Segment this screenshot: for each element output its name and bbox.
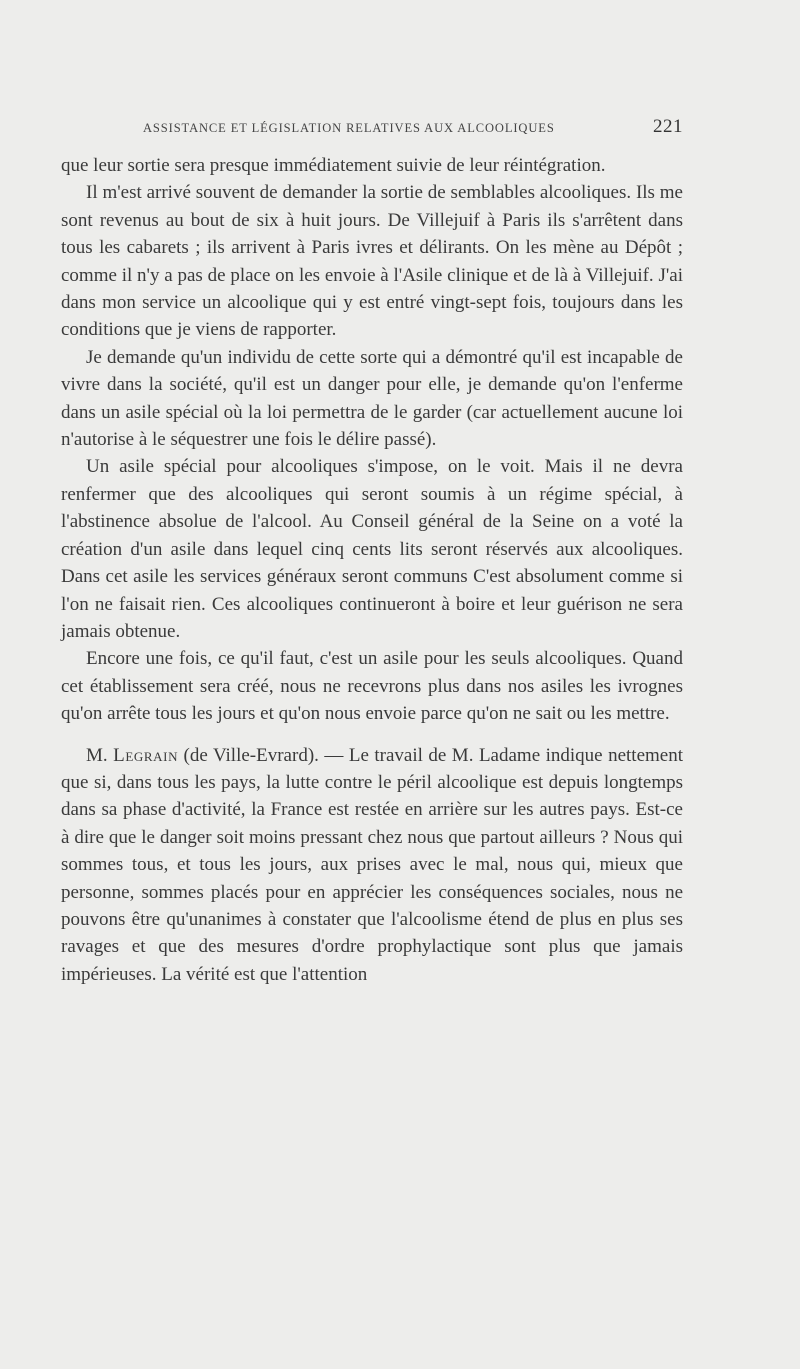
paragraph-4: Un asile spécial pour alcooliques s'impose, on le voit. Mais il ne devra renfermer que des alcooliques qui seront soumis à un régime spécial, à l'abstinence absolue de l'alcool. Au Conseil général de la Seine on a voté la création d'un asile dans lequel cinq cents lits seront réservés aux alcooliques. Dans cet asile les services généraux seront communs C'est absolument comme si l'on ne faisait rien. Ces alcooliques continueront à boire et leur guérison ne sera jamais obtenue. (61, 456, 683, 642)
paragraph-1: que leur sortie sera presque immédiatement suivie de leur réintégration. (61, 155, 606, 176)
paragraph-6-text: (de Ville-Evrard). — Le travail de M. Ladame indique nettement que si, dans tous les pays, la lutte contre le péril alcoolique est depuis longtemps dans sa phase d'activité, la France est restée en arrière sur les autres pays. Est-ce à dire que le danger soit moins pressant chez nous que partout ailleurs ? Nous qui sommes tous, et tous les jours, aux prises avec le mal, nous qui, mieux que personne, sommes placés pour en apprécier les conséquences sociales, nous ne pouvons être qu'unanimes à constater que l'alcoolisme étend de plus en plus ses ravages et que des mesures d'ordre prophylactique sont plus que jamais impérieuses. La vérité est que l'attention (61, 744, 683, 985)
paragraph-5: Encore une fois, ce qu'il faut, c'est un asile pour les seuls alcooliques. Quand cet établissement sera créé, nous ne recevrons plus dans nos asiles les ivrognes qu'on arrête tous les jours et qu'on nous envoie parce qu'on ne sait ou les mettre. (61, 648, 683, 725)
speaker-name: Legrain (113, 744, 179, 766)
paragraph-2: Il m'est arrivé souvent de demander la sortie de semblables alcooliques. Ils me sont revenus au bout de six à huit jours. De Villejuif à Paris ils s'arrêtent dans tous les cabarets ; ils arrivent à Paris ivres et délirants. On les mène au Dépôt ; comme il n'y a pas de place on les envoie à l'Asile clinique et de là à Villejuif. J'ai dans mon service un alcoolique qui y est entré vingt-sept fois, toujours dans les conditions que je viens de rapporter. (61, 182, 683, 341)
paragraph-3: Je demande qu'un individu de cette sorte qui a démontré qu'il est incapable de vivre dans la société, qu'il est un danger pour elle, je demande qu'on l'enferme dans un asile spécial où la loi permettra de le garder (car actuellement aucune loi n'autorise à le séquestrer une fois le délire passé). (61, 346, 683, 451)
page-header (143, 116, 683, 140)
running-title: ASSISTANCE ET LÉGISLATION RELATIVES AUX ALCOOLIQUES (143, 121, 555, 135)
paragraph-6 (61, 742, 683, 989)
speaker-title: M. (86, 744, 108, 766)
body-text (61, 152, 683, 988)
page-number: 221 (653, 116, 683, 137)
